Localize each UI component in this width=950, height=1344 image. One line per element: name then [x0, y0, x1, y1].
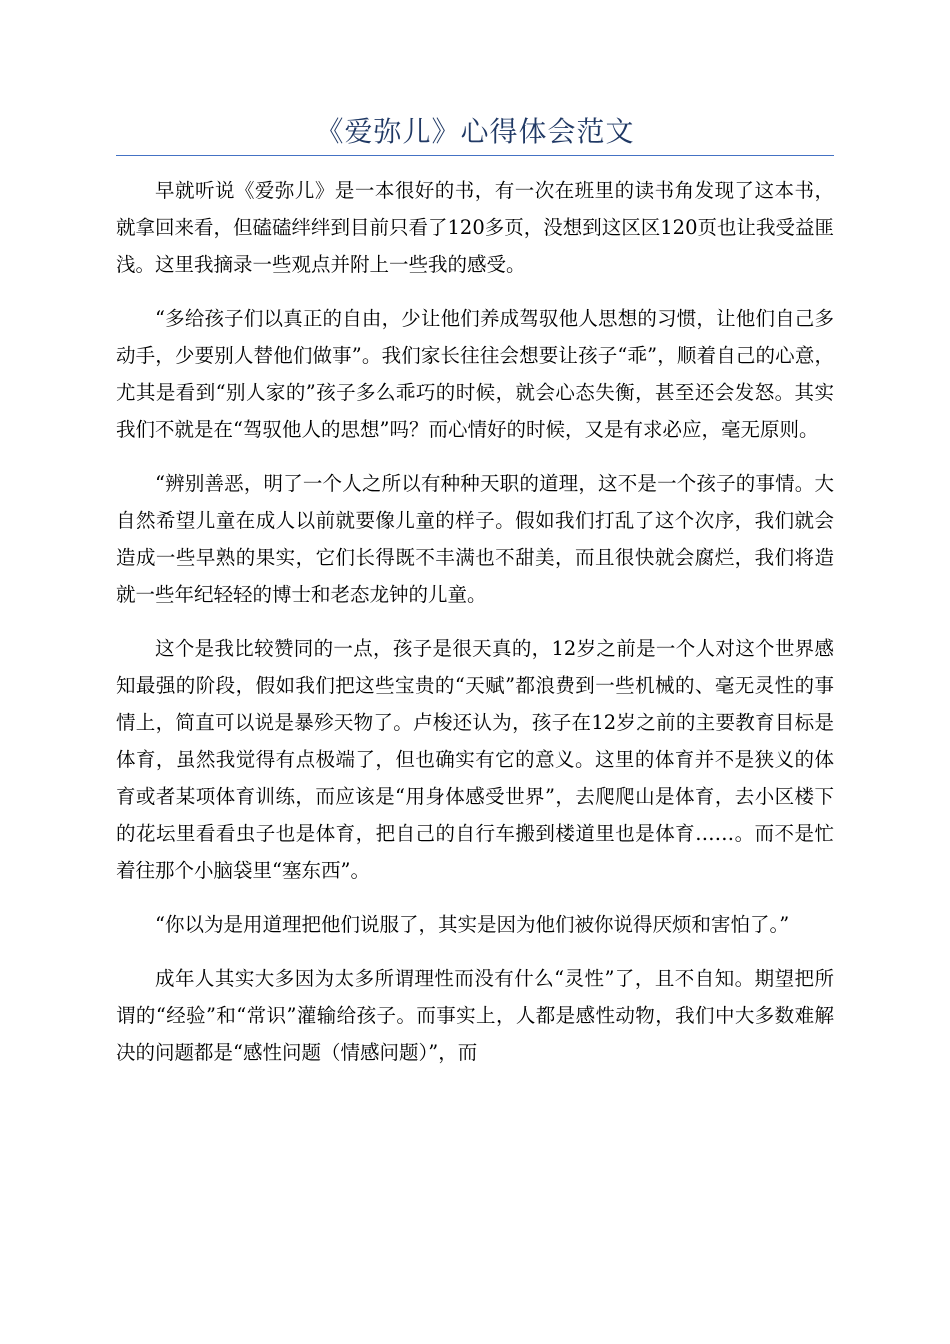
paragraph-adults-reason: 成年人其实大多因为太多所谓理性而没有什么“灵性”了，且不自知。期望把所谓的“经验”和“常识”灌输给孩子。而事实上，人都是感性动物，我们中大多数难解决的问题都是“感性问题（情感问题）”，而 [116, 967, 834, 1064]
paragraph-quote-childhood: “辨别善恶，明了一个人之所以有种种天职的道理，这不是一个孩子的事情。大自然希望儿童在成人以前就要像儿童的样子。假如我们打乱了这个次序，我们就会造成一些早熟的果实，它们长得既不丰满也不甜美，而且很快就会腐烂，我们将造就一些年纪轻轻的博士和老态龙钟的儿童。 [116, 472, 834, 606]
paragraph-intro: 早就听说《爱弥儿》是一本很好的书，有一次在班里的读书角发现了这本书，就拿回来看，但磕磕绊绊到目前只看了120多页，没想到这区区120页也让我受益匪浅。这里我摘录一些观点并附上一些我的感受。 [116, 179, 834, 276]
document-title: 《爱弥儿》心得体会范文 [315, 115, 635, 148]
paragraph-quote-freedom: “多给孩子们以真正的自由，少让他们养成驾驭他人思想的习惯，让他们自己多动手，少要别人替他们做事”。我们家长往往会想要让孩子“乖”，顺着自己的心意，尤其是看到“别人家的”孩子多么乖巧的时候，就会心态失衡，甚至还会发怒。其实我们不就是在“驾驭他人的思想”吗？而心情好的时候，又是有求必应，毫无原则。 [116, 307, 834, 441]
paragraph-physical-education: 这个是我比较赞同的一点，孩子是很天真的，12岁之前是一个人对这个世界感知最强的阶段，假如我们把这些宝贵的“天赋”都浪费到一些机械的、毫无灵性的事情上，简直可以说是暴殄天物了。卢梭还认为，孩子在12岁之前的主要教育目标是体育，虽然我觉得有点极端了，但也确实有它的意义。这里的体育并不是狭义的体育或者某项体育训练，而应该是“用身体感受世界”，去爬爬山是体育，去小区楼下的花坛里看看虫子也是体育，把自己的自行车搬到楼道里也是体育……。而不是忙着往那个小脑袋里“塞东西”。 [116, 637, 834, 882]
document-body [116, 172, 834, 1088]
title-underline [116, 155, 834, 156]
paragraph-quote-persuasion: “你以为是用道理把他们说服了，其实是因为他们被你说得厌烦和害怕了。” [155, 913, 790, 936]
